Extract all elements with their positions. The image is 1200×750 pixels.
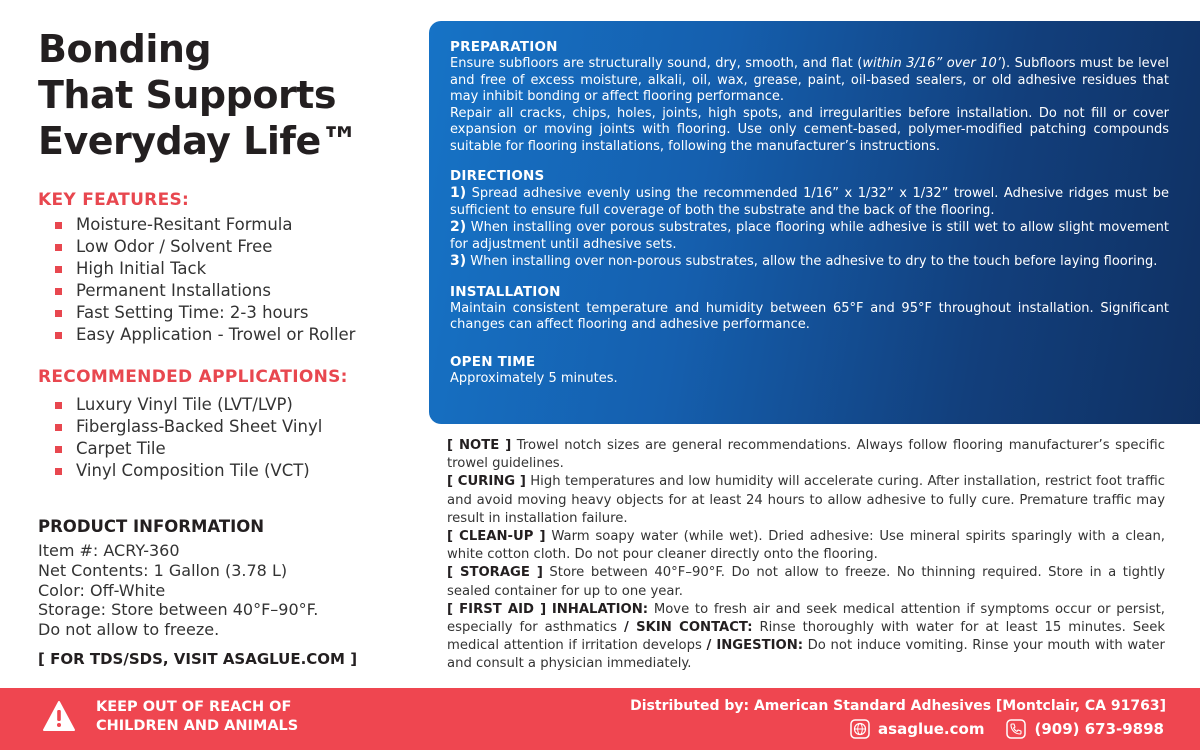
instructions-content — [450, 39, 1169, 387]
notes-section — [447, 437, 1165, 674]
list-item — [55, 324, 355, 346]
list-item-text: Fiberglass-Backed Sheet Vinyl — [76, 417, 323, 436]
bullet-square-icon — [55, 244, 62, 251]
website-text: asaglue.com — [878, 720, 985, 738]
list-item-text: Moisture-Resitant Formula — [76, 215, 293, 234]
bullet-square-icon — [55, 288, 62, 295]
installation-text: Maintain consistent temperature and humidity between 65°F and 95°F throughout installation. Significant changes can affect flooring and adhesive performance. — [450, 300, 1169, 332]
product-info-line: Storage: Store between 40°F–90°F. — [38, 600, 319, 620]
step-text: When installing over non-porous substrates, allow the adhesive to dry to the touch before laying flooring. — [470, 254, 1158, 269]
ingestion-text: Do not induce vomiting. Rinse your mouth with water and consult a physician immediately. — [447, 638, 1165, 672]
product-info-line: Item #: ACRY-360 — [38, 541, 180, 560]
headline — [38, 26, 418, 164]
key-features-list — [55, 214, 355, 346]
storage-text: Store between 40°F–90°F. Do not allow to freeze. No thinning required. Store in a tightly sealed container for up to one year. — [447, 565, 1165, 599]
headline-line: That Supports — [38, 73, 336, 117]
step-number: 1) — [450, 185, 467, 201]
bullet-square-icon — [55, 222, 62, 229]
ingestion-label: / INGESTION: — [706, 638, 804, 654]
direction-step — [450, 253, 1169, 271]
preparation-paragraph: Repair all cracks, chips, holes, joints, high spots, and irregularities before installation. Do not fill or cover expansion or moving joints with flooring. Use only cement-based, polymer-modified patching compounds suitable for flooring installations, following the manufacturer’s instructions. — [450, 105, 1169, 154]
storage-label: [ STORAGE ] — [447, 565, 543, 581]
installation-title: INSTALLATION — [450, 283, 561, 300]
list-item — [55, 438, 322, 460]
website-link[interactable] — [850, 719, 984, 739]
bullet-square-icon — [55, 446, 62, 453]
step-number: 3) — [450, 253, 467, 269]
directions-title: DIRECTIONS — [450, 168, 545, 184]
phone-icon — [1006, 719, 1026, 739]
inhalation-text: Move to fresh air and seek medical attention if symptoms occur or persist, especially for asthmatics — [447, 601, 1165, 636]
list-item — [55, 416, 322, 438]
storage-paragraph — [447, 564, 1165, 600]
skin-contact-text: Rinse thoroughly with water for at least 15 minutes. Seek medical attention if irritation develops — [447, 620, 1165, 654]
warning-line: CHILDREN AND ANIMALS — [96, 718, 299, 734]
bullet-square-icon — [55, 310, 62, 317]
distributor-text: Distributed by: American Standard Adhesives [Montclair, CA 91763] — [630, 698, 1166, 714]
list-item-text: Fast Setting Time: 2-3 hours — [76, 303, 309, 322]
cleanup-label: [ CLEAN-UP ] — [447, 529, 546, 545]
first-aid-paragraph — [447, 601, 1165, 674]
direction-step — [450, 185, 1169, 219]
globe-icon — [850, 719, 870, 739]
open-time-text: Approximately 5 minutes. — [450, 370, 618, 386]
tds-sds-link[interactable]: [ FOR TDS/SDS, VISIT ASAGLUE.COM ] — [38, 650, 358, 668]
key-features-title: KEY FEATURES: — [38, 190, 190, 210]
bullet-square-icon — [55, 424, 62, 431]
list-item — [55, 258, 355, 280]
list-item-text: Permanent Installations — [76, 281, 271, 300]
phone-link[interactable] — [1006, 719, 1164, 739]
cleanup-paragraph — [447, 528, 1165, 564]
list-item — [55, 280, 355, 302]
note-text: Trowel notch sizes are general recommendations. Always follow flooring manufacturer’s specific trowel guidelines. — [447, 438, 1165, 472]
headline-line: Bonding — [38, 27, 212, 71]
direction-step — [450, 219, 1169, 253]
curing-text: High temperatures and low humidity will accelerate curing. After installation, restrict foot traffic and avoid moving heavy objects for at least 24 hours to allow adhesive to fully cure. Premature traffic may result in installation failure. — [447, 474, 1165, 526]
skin-contact-label: / SKIN CONTACT: — [623, 620, 753, 636]
headline-line: Everyday Life™ — [38, 119, 359, 163]
list-item — [55, 460, 322, 482]
list-item-text: Low Odor / Solvent Free — [76, 237, 273, 256]
list-item — [55, 236, 355, 258]
bullet-square-icon — [55, 402, 62, 409]
contact-info — [832, 719, 1164, 739]
list-item — [55, 214, 355, 236]
bullet-square-icon — [55, 468, 62, 475]
list-item-text: Easy Application - Trowel or Roller — [76, 325, 356, 344]
product-info-line: Net Contents: 1 Gallon (3.78 L) — [38, 560, 288, 580]
cleanup-text: Warm soapy water (while wet). Dried adhesive: Use mineral spirits sparingly with a clean, white cotton cloth. Do not pour cleaner directly onto the flooring. — [447, 529, 1165, 563]
inhalation-label: INHALATION: — [551, 601, 649, 617]
phone-text: (909) 673-9898 — [1034, 720, 1164, 738]
open-time-title: OPEN TIME — [450, 353, 536, 370]
list-item-text: High Initial Tack — [76, 259, 207, 278]
list-item — [55, 394, 322, 416]
step-number: 2) — [450, 219, 467, 235]
first-aid-label: [ FIRST AID ] — [447, 601, 547, 617]
warning-line: KEEP OUT OF REACH OF — [96, 699, 292, 715]
step-text: When installing over porous substrates, place flooring while adhesive is still wet to allow slight movement for adjustment until adhesive sets. — [450, 220, 1169, 252]
preparation-title: PREPARATION — [450, 39, 558, 55]
warning-text — [96, 698, 298, 736]
instructions-panel — [429, 21, 1200, 424]
list-item — [55, 302, 355, 324]
applications-title: RECOMMENDED APPLICATIONS: — [38, 367, 348, 387]
curing-paragraph — [447, 473, 1165, 528]
note-label: [ NOTE ] — [447, 438, 512, 453]
applications-list — [55, 394, 322, 482]
bullet-square-icon — [55, 266, 62, 273]
warning-triangle-icon — [42, 700, 76, 732]
list-item-text: Carpet Tile — [76, 439, 166, 458]
note-paragraph — [447, 437, 1165, 473]
bullet-square-icon — [55, 332, 62, 339]
product-info-line: Do not allow to freeze. — [38, 620, 220, 640]
product-info-title: PRODUCT INFORMATION — [38, 517, 265, 536]
preparation-paragraph — [450, 56, 1169, 106]
product-info-line: Color: Off-White — [38, 580, 166, 600]
step-text: Spread adhesive evenly using the recommended 1/16” x 1/32” x 1/32” trowel. Adhesive ridges must be sufficient to ensure full coverage of both the substrate and the back of the flooring. — [450, 186, 1169, 218]
preparation-text: ). Subfloors must be level and free of excess moisture, alkali, oil, wax, grease, paint, oil-based sealers, or old adhesive residues that may inhibit bonding or affect flooring performance. — [450, 56, 1169, 104]
footer-bar — [0, 688, 1200, 750]
preparation-emphasis: within 3/16” over 10’ — [862, 56, 1001, 71]
curing-label: [ CURING ] — [447, 474, 526, 490]
product-info-lines — [38, 541, 318, 640]
list-item-text: Luxury Vinyl Tile (LVT/LVP) — [76, 395, 293, 414]
list-item-text: Vinyl Composition Tile (VCT) — [76, 461, 310, 480]
preparation-text: Ensure subfloors are structurally sound, dry, smooth, and flat ( — [450, 56, 863, 71]
